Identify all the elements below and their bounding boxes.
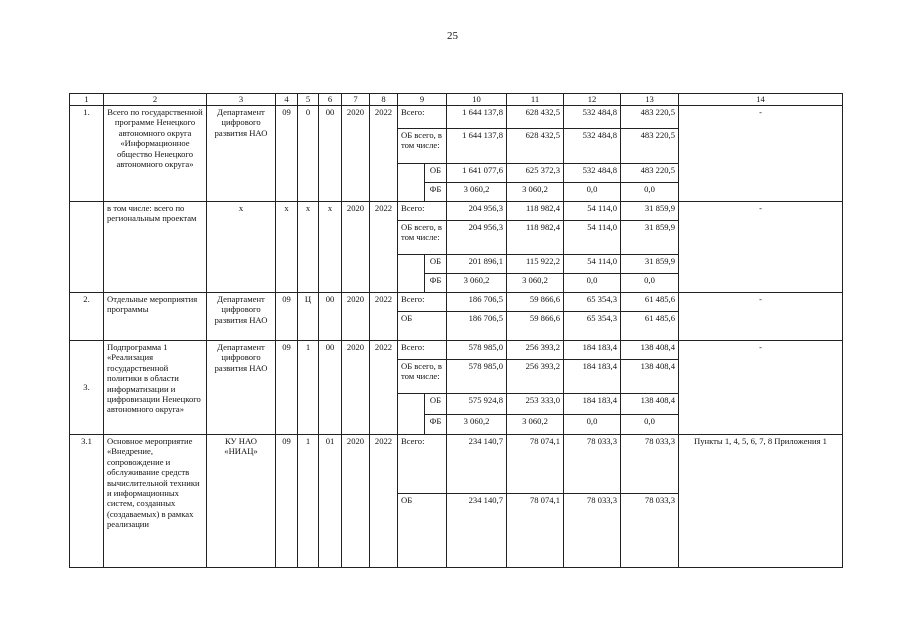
value-cell: 234 140,7 — [447, 435, 507, 494]
value-cell: 184 183,4 — [564, 394, 621, 415]
value-cell: 3 060,2 — [507, 415, 564, 435]
year-start: 2020 — [342, 435, 370, 568]
header-cell: 11 — [507, 94, 564, 106]
note-cell: - — [679, 341, 843, 435]
header-cell: 2 — [104, 94, 207, 106]
header-cell: 6 — [319, 94, 342, 106]
table-row — [70, 202, 843, 221]
fb-label: ФБ — [425, 415, 447, 435]
value-cell: 628 432,5 — [507, 106, 564, 129]
header-cell: 13 — [621, 94, 679, 106]
value-cell: 1 641 077,6 — [447, 164, 507, 183]
value-cell: 78 074,1 — [507, 435, 564, 494]
ob-total-label: ОБ всего, в том числе: — [398, 360, 447, 394]
table-row — [70, 341, 843, 360]
value-cell: 0,0 — [564, 183, 621, 202]
value-cell: 3 060,2 — [447, 274, 507, 293]
row-number: 2. — [70, 293, 104, 341]
value-cell: 3 060,2 — [507, 183, 564, 202]
value-cell: 578 985,0 — [447, 360, 507, 394]
value-cell: 54 114,0 — [564, 221, 621, 255]
value-cell: 234 140,7 — [447, 494, 507, 568]
fb-label: ФБ — [425, 183, 447, 202]
table-row — [70, 435, 843, 494]
year-start: 2020 — [342, 106, 370, 202]
value-cell: 532 484,8 — [564, 129, 621, 164]
row-name: в том числе: всего по региональным проектам — [104, 202, 207, 293]
header-cell: 1 — [70, 94, 104, 106]
note-cell: - — [679, 106, 843, 202]
code-cell: 01 — [319, 435, 342, 568]
header-cell: 9 — [398, 94, 447, 106]
code-cell: 1 — [298, 435, 319, 568]
blank-cell — [398, 255, 425, 274]
header-cell: 12 — [564, 94, 621, 106]
value-cell: 59 866,6 — [507, 293, 564, 312]
ob-label: ОБ — [398, 312, 447, 341]
total-label: Всего: — [398, 341, 447, 360]
value-cell: 31 859,9 — [621, 255, 679, 274]
header-cell: 10 — [447, 94, 507, 106]
value-cell: 31 859,9 — [621, 202, 679, 221]
value-cell: 628 432,5 — [507, 129, 564, 164]
table-row — [70, 106, 843, 129]
row-number: 1. — [70, 106, 104, 202]
row-executor: х — [207, 202, 276, 293]
table-row — [70, 293, 843, 312]
code-cell: 1 — [298, 341, 319, 435]
value-cell: 118 982,4 — [507, 202, 564, 221]
header-cell: 3 — [207, 94, 276, 106]
total-label: Всего: — [398, 202, 447, 221]
value-cell: 256 393,2 — [507, 360, 564, 394]
value-cell: 1 644 137,8 — [447, 106, 507, 129]
blank-cell — [398, 164, 425, 183]
row-executor: Департамент цифрового развития НАО — [207, 106, 276, 202]
value-cell: 0,0 — [621, 274, 679, 293]
header-cell: 4 — [276, 94, 298, 106]
budget-table — [69, 93, 843, 568]
total-label: Всего: — [398, 435, 447, 494]
value-cell: 575 924,8 — [447, 394, 507, 415]
value-cell: 483 220,5 — [621, 129, 679, 164]
value-cell: 1 644 137,8 — [447, 129, 507, 164]
code-cell: х — [298, 202, 319, 293]
code-cell: Ц — [298, 293, 319, 341]
value-cell: 138 408,4 — [621, 341, 679, 360]
code-cell: 00 — [319, 106, 342, 202]
value-cell: 118 982,4 — [507, 221, 564, 255]
header-cell: 14 — [679, 94, 843, 106]
code-cell: 09 — [276, 435, 298, 568]
value-cell: 54 114,0 — [564, 255, 621, 274]
blank-cell — [398, 415, 425, 435]
value-cell: 59 866,6 — [507, 312, 564, 341]
value-cell: 532 484,8 — [564, 164, 621, 183]
code-cell: х — [319, 202, 342, 293]
value-cell: 186 706,5 — [447, 312, 507, 341]
blank-cell — [398, 394, 425, 415]
value-cell: 78 033,3 — [621, 494, 679, 568]
value-cell: 138 408,4 — [621, 394, 679, 415]
code-cell: 00 — [319, 293, 342, 341]
value-cell: 201 896,1 — [447, 255, 507, 274]
value-cell: 0,0 — [564, 415, 621, 435]
fb-label: ФБ — [425, 274, 447, 293]
code-cell: 00 — [319, 341, 342, 435]
value-cell: 78 033,3 — [564, 494, 621, 568]
value-cell: 532 484,8 — [564, 106, 621, 129]
row-name: Отдельные мероприятия программы — [104, 293, 207, 341]
value-cell: 184 183,4 — [564, 341, 621, 360]
ob-label: ОБ — [425, 255, 447, 274]
code-cell: 09 — [276, 106, 298, 202]
value-cell: 483 220,5 — [621, 106, 679, 129]
value-cell: 483 220,5 — [621, 164, 679, 183]
value-cell: 184 183,4 — [564, 360, 621, 394]
value-cell: 61 485,6 — [621, 312, 679, 341]
value-cell: 578 985,0 — [447, 341, 507, 360]
header-row — [70, 94, 843, 106]
value-cell: 61 485,6 — [621, 293, 679, 312]
value-cell: 115 922,2 — [507, 255, 564, 274]
value-cell: 0,0 — [564, 274, 621, 293]
year-end: 2022 — [370, 293, 398, 341]
total-label: Всего: — [398, 293, 447, 312]
row-executor: Департамент цифрового развития НАО — [207, 341, 276, 435]
value-cell: 256 393,2 — [507, 341, 564, 360]
year-start: 2020 — [342, 341, 370, 435]
row-executor: КУ НАО «НИАЦ» — [207, 435, 276, 568]
value-cell: 65 354,3 — [564, 312, 621, 341]
value-cell: 31 859,9 — [621, 221, 679, 255]
code-cell: 0 — [298, 106, 319, 202]
value-cell: 65 354,3 — [564, 293, 621, 312]
ob-label: ОБ — [398, 494, 447, 568]
year-start: 2020 — [342, 202, 370, 293]
value-cell: 138 408,4 — [621, 360, 679, 394]
row-executor: Департамент цифрового развития НАО — [207, 293, 276, 341]
code-cell: 09 — [276, 341, 298, 435]
value-cell: 3 060,2 — [507, 274, 564, 293]
value-cell: 204 956,3 — [447, 202, 507, 221]
total-label: Всего: — [398, 106, 447, 129]
value-cell: 625 372,3 — [507, 164, 564, 183]
value-cell: 78 033,3 — [621, 435, 679, 494]
code-cell: 09 — [276, 293, 298, 341]
header-cell: 8 — [370, 94, 398, 106]
note-cell: Пункты 1, 4, 5, 6, 7, 8 Приложения 1 — [679, 435, 843, 568]
row-name: Подпрограмма 1 «Реализация государственной политики в области информатизации и цифровизации Ненецкого автономного округа» — [104, 341, 207, 435]
row-name: Основное мероприятие «Внедрение, сопровождение и обслуживание средств вычислительной техники и информационных систем, созданных (создаваемых) в рамках реализации — [104, 435, 207, 568]
ob-label: ОБ — [425, 164, 447, 183]
year-end: 2022 — [370, 202, 398, 293]
ob-total-label: ОБ всего, в том числе: — [398, 129, 447, 164]
note-cell: - — [679, 293, 843, 341]
code-cell: х — [276, 202, 298, 293]
header-cell: 5 — [298, 94, 319, 106]
value-cell: 204 956,3 — [447, 221, 507, 255]
blank-cell — [398, 274, 425, 293]
value-cell: 3 060,2 — [447, 183, 507, 202]
value-cell: 54 114,0 — [564, 202, 621, 221]
header-cell: 7 — [342, 94, 370, 106]
value-cell: 0,0 — [621, 415, 679, 435]
note-cell: - — [679, 202, 843, 293]
blank-cell — [398, 183, 425, 202]
value-cell: 3 060,2 — [447, 415, 507, 435]
value-cell: 253 333,0 — [507, 394, 564, 415]
value-cell: 0,0 — [621, 183, 679, 202]
year-end: 2022 — [370, 435, 398, 568]
row-number: 3. — [70, 341, 104, 435]
value-cell: 78 033,3 — [564, 435, 621, 494]
row-number: 3.1 — [70, 435, 104, 568]
page-number: 25 — [447, 30, 458, 42]
row-number — [70, 202, 104, 293]
year-end: 2022 — [370, 341, 398, 435]
ob-total-label: ОБ всего, в том числе: — [398, 221, 447, 255]
row-name: Всего по государственной программе Ненецкого автономного округа «Информационное общество Ненецкого автономного округа» — [104, 106, 207, 202]
ob-label: ОБ — [425, 394, 447, 415]
year-end: 2022 — [370, 106, 398, 202]
value-cell: 186 706,5 — [447, 293, 507, 312]
year-start: 2020 — [342, 293, 370, 341]
value-cell: 78 074,1 — [507, 494, 564, 568]
